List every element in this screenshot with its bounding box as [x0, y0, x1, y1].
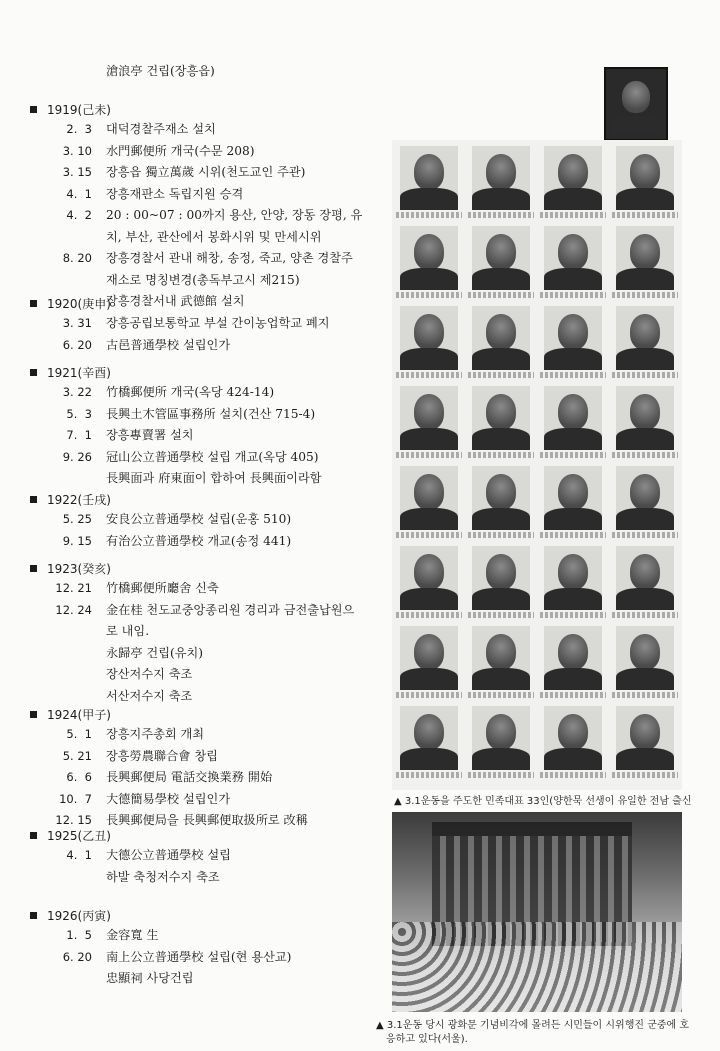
portrait-photo — [396, 144, 462, 222]
entry-date: 10. 7 — [59, 791, 92, 806]
portrait-photo — [396, 224, 462, 302]
timeline-entry — [30, 313, 380, 335]
entry-text: 竹橋郵便所 개국(옥당 424-14) — [106, 385, 275, 399]
entry-text: 장흥勞農聯合會 창립 — [106, 748, 218, 763]
year-label: 1919(己未) — [47, 103, 111, 117]
year-heading — [30, 294, 380, 313]
year-label: 1921(辛酉) — [47, 366, 111, 380]
year-label: 1926(丙寅) — [47, 909, 111, 923]
entry-date: 4. 1 — [66, 186, 92, 201]
entry-text: 장흥읍 獨立萬歲 시위(천도교인 주관) — [106, 165, 306, 179]
entry-date: 7. 1 — [66, 428, 92, 442]
year-section — [30, 363, 380, 490]
year-label: 1922(壬戌) — [47, 493, 111, 507]
year-label: 1920(庚申) — [47, 297, 111, 311]
portrait-photo — [396, 624, 462, 702]
timeline-entry — [30, 425, 380, 447]
portrait-photo — [612, 544, 678, 622]
timeline-entry — [30, 845, 380, 867]
entry-text-continuation: 永歸亭 건립(유치) — [106, 645, 204, 660]
year-heading — [30, 363, 380, 382]
timeline-entry — [30, 382, 380, 404]
portrait-photo — [612, 464, 678, 542]
portrait-photo — [612, 224, 678, 302]
entry-text: 長興郵便局을 長興郵便取扱所로 改稱 — [106, 813, 308, 827]
year-heading — [30, 100, 380, 119]
intro-line: 滄浪亭 건립(장흥읍) — [106, 64, 215, 78]
timeline-entry — [30, 531, 380, 553]
portrait-photo — [612, 144, 678, 222]
entry-date: 3. 10 — [62, 143, 92, 158]
photo-caption-portraits: ▲ 3.1운동을 주도한 민족대표 33인(양한묵 선생이 유일한 전남 출신 — [394, 796, 692, 807]
portrait-photo — [468, 224, 534, 302]
entry-text-continuation: 하발 축청저수지 축조 — [106, 869, 220, 884]
year-section — [30, 490, 380, 552]
entry-date: 4. 2 — [66, 208, 92, 222]
timeline-entry — [30, 925, 380, 947]
portrait-photo — [540, 224, 606, 302]
timeline-entry — [30, 767, 380, 789]
timeline-entry — [30, 600, 380, 622]
timeline-entry — [30, 248, 380, 270]
entry-text-continuation: 로 내임. — [106, 624, 150, 638]
portrait-photo — [612, 75, 660, 133]
entry-text-continuation: 장흥경찰서내 武德館 설치 — [106, 294, 245, 308]
year-label: 1924(甲子) — [47, 708, 111, 722]
portrait-photo — [468, 624, 534, 702]
year-label: 1923(癸亥) — [47, 562, 111, 576]
portrait-photo — [468, 304, 534, 382]
crowd-people — [392, 922, 682, 1012]
timeline-entry — [30, 724, 380, 746]
entry-date: 12. 21 — [55, 581, 92, 595]
entry-date: 3. 22 — [62, 385, 92, 399]
portrait-photo — [468, 144, 534, 222]
square-bullet-icon — [30, 369, 37, 376]
timeline-entry — [30, 578, 380, 600]
portrait-photo — [612, 624, 678, 702]
year-section — [30, 100, 380, 313]
year-heading — [30, 559, 380, 578]
entry-date: 6. 20 — [62, 337, 92, 352]
portrait-photo — [540, 384, 606, 462]
entry-text: 大德公立普通學校 설립 — [106, 848, 231, 862]
year-section — [30, 294, 380, 356]
entry-date: 9. 15 — [62, 533, 92, 548]
portrait-photo — [612, 304, 678, 382]
portrait-frame-top — [604, 67, 668, 141]
entry-date: 5. 21 — [62, 748, 92, 763]
timeline-entry — [30, 746, 380, 768]
entry-date: 2. 3 — [66, 122, 92, 136]
entry-date: 6. 20 — [62, 949, 92, 964]
portrait-photo — [540, 464, 606, 542]
entry-date: 8. 20 — [62, 251, 92, 265]
entry-date: 5. 3 — [66, 406, 92, 421]
portrait-photo — [612, 704, 678, 782]
entry-text: 20 : 00~07 : 00까지 용산, 안양, 장동 장평, 유 — [106, 208, 363, 222]
portrait-photo — [396, 704, 462, 782]
timeline-entry — [30, 119, 380, 141]
entry-text: 水門郵便所 개국(수문 208) — [106, 143, 255, 158]
timeline-entry — [30, 184, 380, 206]
entry-text: 장흥專賣署 설치 — [106, 428, 194, 442]
entry-date: 1. 5 — [66, 928, 92, 942]
entry-text-continuation: 長興面과 府東面이 합하여 長興面이라함 — [106, 471, 322, 485]
timeline-entry — [30, 447, 380, 469]
timeline-entry — [30, 162, 380, 184]
portrait-photo — [396, 384, 462, 462]
year-heading — [30, 906, 380, 925]
portrait-photo — [540, 624, 606, 702]
square-bullet-icon — [30, 300, 37, 307]
entry-text: 장흥경찰서 관내 해창, 송정, 죽교, 양촌 경찰주 — [106, 251, 353, 265]
entry-text-continuation: 장산저수지 축조 — [106, 667, 193, 681]
portrait-photo — [468, 384, 534, 462]
entry-text: 金在桂 천도교중앙종리원 경리과 금전출납원으 — [106, 602, 355, 617]
portrait-photo — [540, 704, 606, 782]
entry-date: 5. 25 — [62, 512, 92, 526]
entry-text: 장흥재판소 독립지원 승격 — [106, 186, 244, 201]
entry-text: 장흥지주총회 개최 — [106, 727, 205, 741]
entry-text: 長興土木管區事務所 설치(건산 715-4) — [106, 406, 316, 421]
entry-text: 竹橋郵便所廳舍 신축 — [106, 581, 219, 595]
entry-date: 3. 31 — [62, 316, 92, 330]
portrait-photo — [540, 144, 606, 222]
portrait-photo — [396, 304, 462, 382]
portrait-photo — [612, 384, 678, 462]
square-bullet-icon — [30, 912, 37, 919]
entry-date: 6. 6 — [66, 770, 92, 784]
square-bullet-icon — [30, 565, 37, 572]
entry-text: 有治公立普通學校 개교(송정 441) — [106, 533, 292, 548]
portrait-photo — [396, 544, 462, 622]
entry-text-continuation: 忠顯祠 사당건립 — [106, 971, 194, 985]
portrait-grid — [392, 140, 682, 790]
entry-text: 장흥공립보통학교 부설 간이농업학교 폐지 — [106, 316, 330, 330]
year-section — [30, 826, 380, 888]
timeline-entry — [30, 789, 380, 811]
entry-date: 12. 24 — [55, 602, 92, 617]
portrait-photo — [468, 544, 534, 622]
entry-text: 安良公立普通學校 설립(운홍 510) — [106, 512, 292, 526]
entry-date: 5. 1 — [66, 727, 92, 741]
year-heading — [30, 705, 380, 724]
entry-text: 金容寬 生 — [106, 928, 159, 942]
portrait-photo — [540, 544, 606, 622]
year-label: 1925(乙丑) — [47, 829, 111, 843]
entry-text: 長興郵便局 電話交換業務 開始 — [106, 770, 273, 784]
square-bullet-icon — [30, 106, 37, 113]
portrait-photo — [540, 304, 606, 382]
entry-text: 南上公立普通學校 설립(현 용산교) — [106, 949, 292, 964]
entry-text: 大德簡易學校 설립인가 — [106, 791, 231, 806]
entry-text-continuation: 서산저수지 축조 — [106, 688, 193, 703]
photo-caption-crowd-line1: ▲ 3.1운동 당시 광화문 기념비각에 몰려든 시민들이 시위행진 군중에 호 — [376, 1020, 690, 1031]
entry-text: 古邑普通學校 설립인가 — [106, 337, 231, 352]
entry-text-continuation: 재소로 명칭변경(총독부고시 제215) — [106, 272, 300, 287]
entry-text: 대덕경찰주재소 설치 — [106, 122, 216, 136]
square-bullet-icon — [30, 496, 37, 503]
timeline-entry — [30, 947, 380, 969]
crowd-photo — [392, 812, 682, 1012]
portrait-photo — [468, 464, 534, 542]
entry-text: 冠山公立普通學校 설립 개교(옥당 405) — [106, 449, 319, 464]
portrait-photo — [396, 464, 462, 542]
entry-date: 3. 15 — [62, 165, 92, 179]
entry-date: 12. 15 — [55, 813, 92, 827]
photo-caption-crowd-line2: 응하고 있다(서울). — [386, 1034, 468, 1045]
entry-date: 9. 26 — [62, 449, 92, 464]
square-bullet-icon — [30, 832, 37, 839]
timeline-entry — [30, 509, 380, 531]
year-section — [30, 559, 380, 707]
photo-column — [376, 52, 692, 1045]
year-section — [30, 906, 380, 990]
square-bullet-icon — [30, 711, 37, 718]
year-heading — [30, 826, 380, 845]
portrait-photo — [468, 704, 534, 782]
year-section — [30, 705, 380, 832]
timeline-entry — [30, 335, 380, 357]
timeline-entry — [30, 404, 380, 426]
entry-text-continuation: 치, 부산, 관산에서 봉화시위 및 만세시위 — [106, 229, 322, 244]
entry-date: 4. 1 — [66, 848, 92, 862]
timeline-entry — [30, 141, 380, 163]
timeline-entry — [30, 205, 380, 227]
year-heading — [30, 490, 380, 509]
